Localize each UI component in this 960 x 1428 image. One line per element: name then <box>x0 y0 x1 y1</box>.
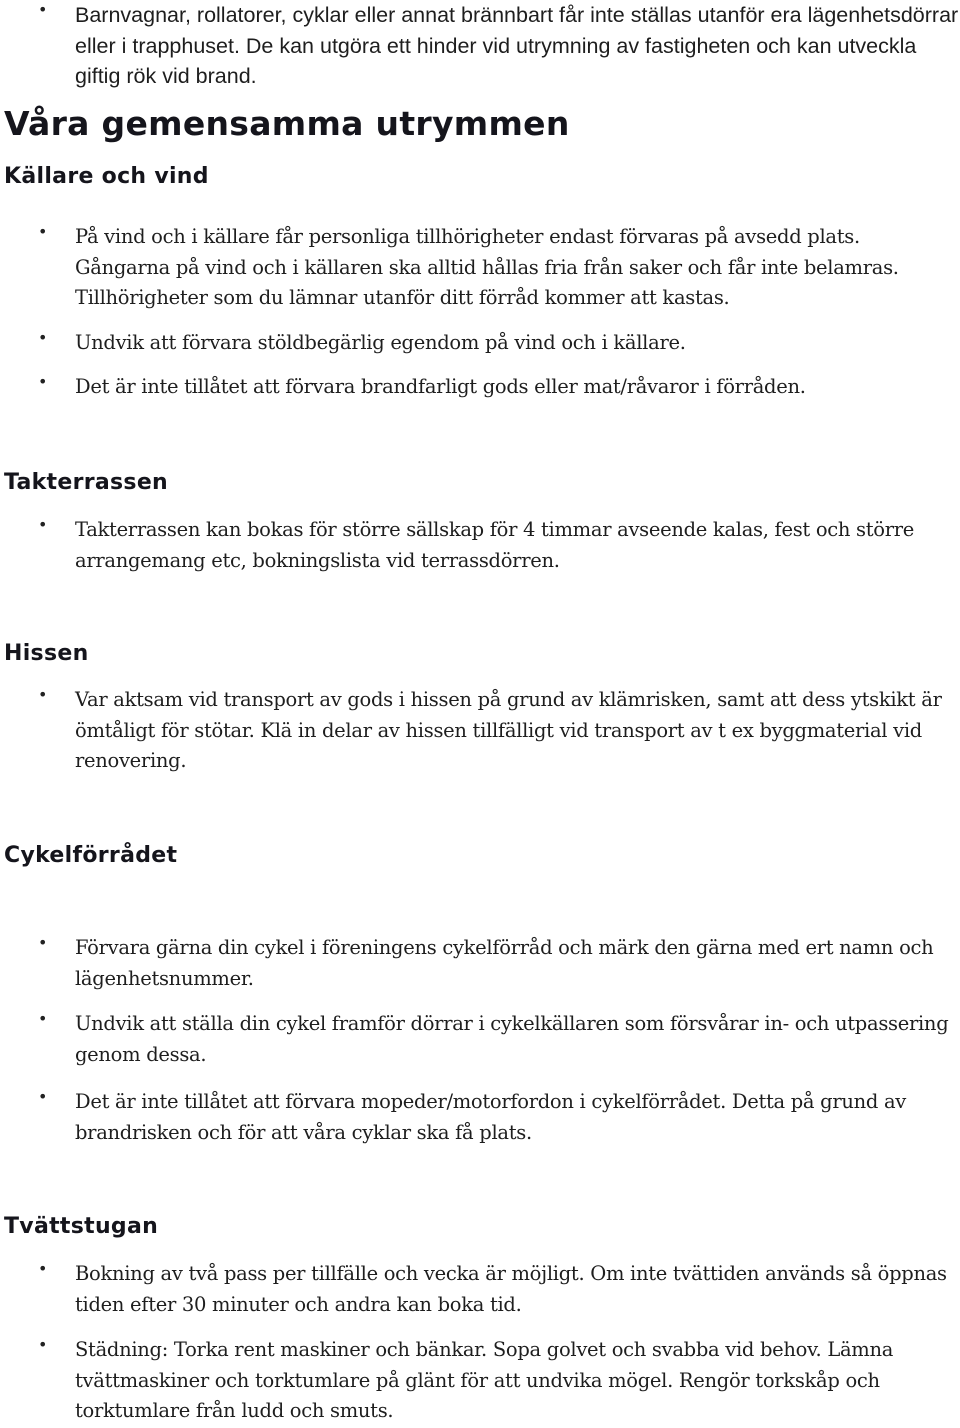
list-item-text: Städning: Torka rent maskiner och bänkar. Sopa golvet och svabba vid behov. Lämna tvättmaskiner och torktumlare på glänt för att undvika mögel. Rengör torkskåp och torktumlare från ludd och smuts. <box>75 1338 894 1422</box>
section-title-cykel: Cykelförrådet <box>4 843 178 868</box>
section-title-tvatt: Tvättstugan <box>4 1214 159 1239</box>
page-title: Våra gemensamma utrymmen <box>4 104 570 143</box>
list-item-text: På vind och i källare får personliga tillhörigheter endast förvaras på avsedd plats. Gångarna på vind och i källaren ska alltid hållas fria från saker och får inte belamras. Tillhörigheter som du lämnar utanför ditt förråd kommer att kastas. <box>75 225 899 309</box>
list-item-text: Var aktsam vid transport av gods i hissen på grund av klämrisken, samt att dess ytskikt är ömtåligt för stötar. Klä in delar av hissen tillfälligt vid transport av t ex byggmaterial vid renovering. <box>75 688 942 772</box>
list-item-text: Bokning av två pass per tillfälle och vecka är möjligt. Om inte tvättiden används så öppnas tiden efter 30 minuter och andra kan boka tid. <box>75 1262 947 1316</box>
list-item-text: Takterrassen kan bokas för större sällskap för 4 timmar avseende kalas, fest och större arrangemang etc, bokningslista vid terrassdörren. <box>75 518 915 572</box>
section-title-takterrassen: Takterrassen <box>4 470 169 495</box>
bullet-icon: • <box>38 222 48 241</box>
bullet-icon: • <box>38 0 48 19</box>
bullet-icon: • <box>38 515 48 534</box>
bullet-icon: • <box>38 1259 48 1278</box>
bullet-icon: • <box>38 933 48 952</box>
section-title-kallare: Källare och vind <box>4 164 209 189</box>
section-title-hissen: Hissen <box>4 641 89 666</box>
bullet-icon: • <box>38 1335 48 1354</box>
list-item-text: Barnvagnar, rollatorer, cyklar eller annat brännbart får inte ställas utanför era lägenhetsdörrar eller i trapphuset. De kan utgöra ett hinder vid utrymning av fastigheten och kan utveckla giftig rök vid brand. <box>75 3 959 88</box>
bullet-icon: • <box>38 328 48 347</box>
bullet-icon: • <box>38 1087 48 1106</box>
list-item-text: Undvik att ställa din cykel framför dörrar i cykelkällaren som försvårar in- och utpassering genom dessa. <box>75 1012 949 1066</box>
list-item-text: Det är inte tillåtet att förvara brandfarligt gods eller mat/råvaror i förråden. <box>75 375 806 398</box>
list-item-text: Det är inte tillåtet att förvara mopeder/motorfordon i cykelförrådet. Detta på grund av brandrisken och för att våra cyklar ska få plats. <box>75 1090 906 1144</box>
bullet-icon: • <box>38 685 48 704</box>
list-item-text: Förvara gärna din cykel i föreningens cykelförråd och märk den gärna med ert namn och lägenhetsnummer. <box>75 936 934 990</box>
list-item-text: Undvik att förvara stöldbegärlig egendom på vind och i källare. <box>75 331 686 354</box>
bullet-icon: • <box>38 1009 48 1028</box>
bullet-icon: • <box>38 372 48 391</box>
